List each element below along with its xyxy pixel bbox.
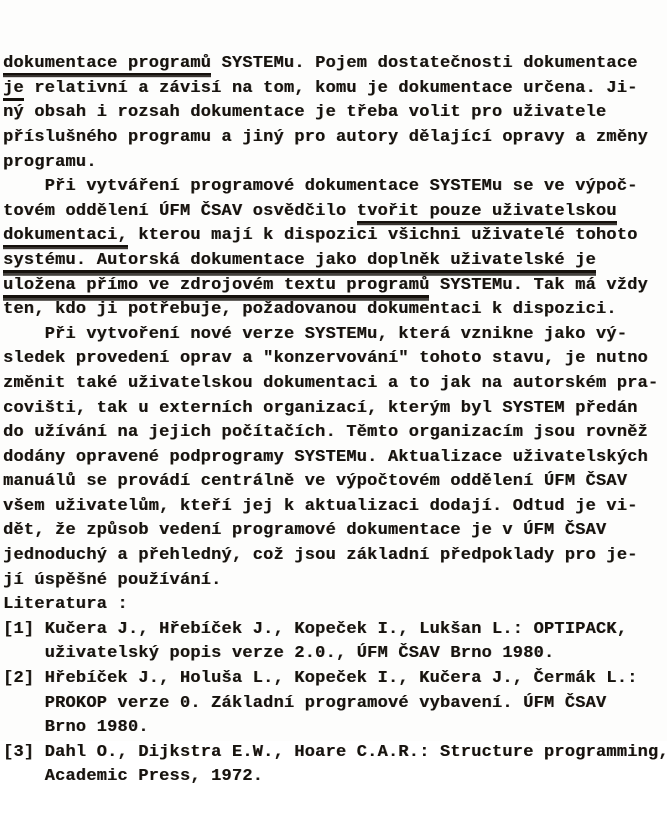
text-line xyxy=(3,372,667,397)
text-segment: [3] Dahl O., Dijkstra E.W., Hoare C.A.R.: Structure programming, xyxy=(3,742,669,762)
text-segment: SYSTEMu. Tak má vždy xyxy=(429,275,648,295)
text-segment: kterou mají k dispozici všichni uživatelé tohoto xyxy=(127,226,638,246)
text-line xyxy=(3,52,667,77)
text-segment: do užívání na jejich počítačích. Těmto organizacím jsou rovněž xyxy=(3,423,648,443)
underlined-text: dokumentace programů xyxy=(3,54,212,74)
text-line xyxy=(3,618,667,643)
text-segment: SYSTEMu. Pojem dostatečnosti dokumentace xyxy=(211,54,638,74)
text-segment: Literatura : xyxy=(3,595,128,615)
text-segment: změnit také uživatelskou dokumentaci a to jak na autorském pra- xyxy=(3,373,659,393)
text-line xyxy=(3,126,667,151)
text-segment: programu. xyxy=(3,152,97,172)
text-segment: ten, kdo ji potřebuje, požadovanou dokumentaci k dispozici. xyxy=(3,300,617,320)
text-line xyxy=(3,224,667,249)
text-segment: PROKOP verze 0. Základní programové vybavení. ÚFM ČSAV xyxy=(3,693,607,713)
underlined-text: je xyxy=(3,79,24,101)
text-line xyxy=(3,544,667,569)
text-segment: sledek provedení oprav a "konzervování" tohoto stavu, je nutno xyxy=(3,349,648,369)
text-segment: jí úspěšné používání. xyxy=(3,570,222,590)
text-segment: ný obsah i rozsah dokumentace je třeba volit pro uživatele xyxy=(3,103,607,123)
text-line xyxy=(3,642,667,667)
text-segment: Při vytvoření nové verze SYSTEMu, která vznikne jako vý- xyxy=(3,324,628,344)
text-segment: všem uživatelům, kteří jej k aktualizaci dodají. Odtud je vi- xyxy=(3,496,638,516)
text-segment: Při vytváření programové dokumentace SYSTEMu se ve výpoč- xyxy=(3,177,638,197)
text-line xyxy=(3,667,667,692)
text-line xyxy=(3,200,667,225)
text-line xyxy=(3,77,667,102)
text-line xyxy=(3,101,667,126)
text-line xyxy=(3,569,667,594)
text-segment: covišti, tak u externích organizací, kterým byl SYSTEM předán xyxy=(3,398,638,418)
underlined-text: tvořit pouze uživatelskou xyxy=(356,201,617,221)
text-line xyxy=(3,692,667,717)
text-line xyxy=(3,347,667,372)
text-line xyxy=(3,249,667,274)
text-segment: [1] Kučera J., Hřebíček J., Kopeček I., Lukšan L.: OPTIPACK, xyxy=(3,619,628,639)
text-segment: Academic Press, 1972. xyxy=(3,767,264,787)
text-line xyxy=(3,716,667,741)
text-line xyxy=(3,323,667,348)
text-line xyxy=(3,298,667,323)
underlined-text: dokumentaci, xyxy=(3,226,128,246)
text-line xyxy=(3,274,667,299)
text-segment: příslušného programu a jiný pro autory dělající opravy a změny xyxy=(3,127,648,147)
text-segment: [2] Hřebíček J., Holuša L., Kopeček I., Kučera J., Čermák L.: xyxy=(3,669,638,689)
text-line xyxy=(3,446,667,471)
text-line xyxy=(3,495,667,520)
text-line xyxy=(3,421,667,446)
text-segment: uživatelský popis verze 2.0., ÚFM ČSAV Brno 1980. xyxy=(3,644,555,664)
text-segment: relativní a závisí na tom, komu je dokumentace určena. Ji- xyxy=(23,78,638,98)
text-segment: manuálů se provádí centrálně ve výpočtovém oddělení ÚFM ČSAV xyxy=(3,472,628,492)
document-lines xyxy=(3,52,667,790)
text-line xyxy=(3,765,667,790)
text-line xyxy=(3,175,667,200)
text-segment: dodány opravené podprogramy SYSTEMu. Aktualizace uživatelských xyxy=(3,447,648,467)
text-line xyxy=(3,151,667,176)
underlined-text: uložena přímo ve zdrojovém textu programů xyxy=(3,276,429,298)
text-segment: jednoduchý a přehledný, což jsou základní předpoklady pro je- xyxy=(3,546,638,566)
text-line xyxy=(3,519,667,544)
text-line xyxy=(3,593,667,618)
text-segment: dět, že způsob vedení programové dokumentace je v ÚFM ČSAV xyxy=(3,521,607,541)
text-line xyxy=(3,470,667,495)
text-line xyxy=(3,741,667,766)
text-line xyxy=(3,397,667,422)
text-segment: tovém oddělení ÚFM ČSAV osvědčilo xyxy=(3,201,357,221)
underlined-text: systému. Autorská dokumentace jako doplněk uživatelské je xyxy=(3,251,596,273)
text-segment: Brno 1980. xyxy=(3,718,149,738)
